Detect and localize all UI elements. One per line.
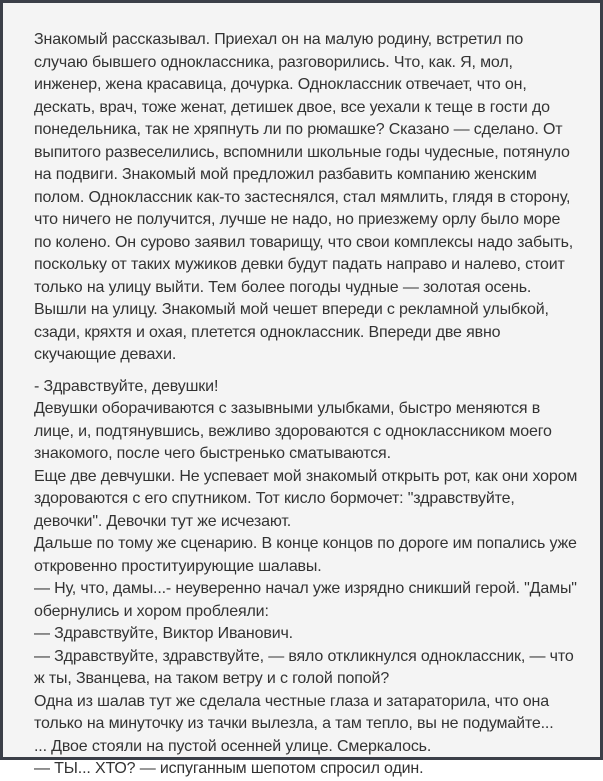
story-paragraph: — Ну, что, дамы...- неуверенно начал уже изрядно сникший герой. "Дамы" обернулись и хором проблеяли: [34, 580, 577, 620]
story-paragraph: — ТЫ... ХТО? — испуганным шепотом спросил один. [34, 760, 424, 777]
story-paragraph: ... Двое стояли на пустой осенней улице. Смеркалось. [34, 737, 432, 755]
story-paragraph: - Здравствуйте, девушки! [34, 377, 219, 395]
story-paragraph: Одна из шалав тут же сделала честные глаза и затараторила, что она только на минуточку из тачки вылезла, а там тепло, вы не подумайте... [34, 692, 554, 732]
story-paragraph: Знакомый рассказывал. Приехал он на малую родину, встретил по случаю бывшего одноклассника, разговорились. Что, как. Я, мол, инженер, жена красавица, дочурка. Одноклассник отвечает, что он, дескать, врач, тоже женат, детишек двое, все уехали к теще в гости до понедельника, так не хряпнуть ли по рюмашке? Сказано — сделано. От выпитого развеселились, вспомнили школьные годы чудесные, потянуло на подвиги. Знакомый мой предложил разбавить компанию женским полом. Одноклассник как-то застеснялся, стал мямлить, глядя в сторону, что ничего не получится, лучше не надо, но приезжему орлу было море по колено. Он сурово заявил товарищу, что свои комплексы надо забыть, поскольку от таких мужиков девки будут падать направо и налево, стоит только на улицу выйти. Тем более погоды чудные — золотая осень. [34, 31, 574, 296]
story-paragraph: Вышли на улицу. Знакомый мой чешет впереди с рекламной улыбкой, сзади, кряхтя и охая, плетется одноклассник. Впереди две явно скучающие девахи. [34, 301, 549, 363]
story-paragraph: Еще две девчушки. Не успевает мой знакомый открыть рот, как они хором здороваются с его спутником. Тот кисло бормочет: "здравствуйте, девочки". Девочки тут же исчезают. [34, 467, 578, 530]
story-text [34, 29, 578, 781]
story-paragraph: — Здравствуйте, Виктор Иванович. [34, 625, 293, 642]
story-paragraph: — Здравствуйте, здравствуйте, — вяло откликнулся одноклассник, — что ж ты, Званцева, на таком ветру и с голой попой? [34, 647, 574, 687]
story-paragraph: Дальше по тому же сценарию. В конце концов по дороге им попались уже откровенно проституирующие шалавы. [34, 535, 577, 575]
story-paragraph: Девушки оборачиваются с зазывными улыбками, быстро меняются в лице, и, подтянувшись, вежливо здороваются с одноклассником моего знакомого, после чего быстренько сматываются. [34, 400, 552, 462]
